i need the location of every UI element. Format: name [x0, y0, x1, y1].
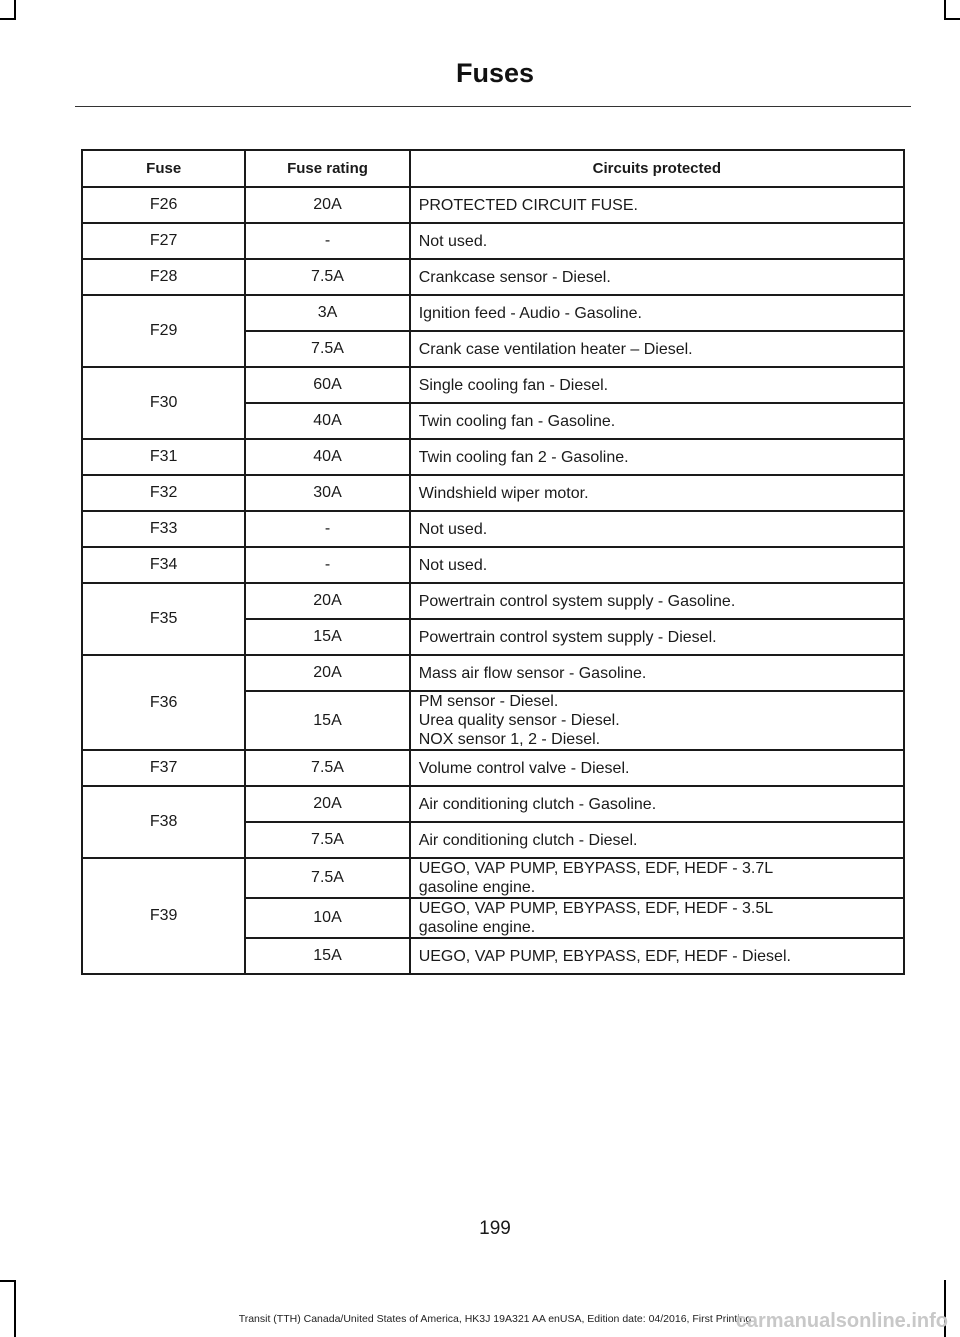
circuit-line: gasoline engine. — [418, 879, 536, 896]
fuse-id: F31 — [82, 439, 245, 475]
circuit-protected: Mass air flow sensor - Gasoline. — [410, 655, 904, 691]
fuse-rating: 20A — [245, 583, 409, 619]
crop-mark — [0, 18, 16, 20]
fuse-rating: - — [245, 223, 409, 259]
circuit-line: Urea quality sensor - Diesel. — [418, 712, 620, 729]
table-row — [82, 750, 904, 786]
table-row — [82, 655, 904, 691]
table-row — [82, 187, 904, 223]
header-circuits-protected: Circuits protected — [410, 150, 904, 187]
fuse-rating: 20A — [245, 655, 409, 691]
circuit-protected: Powertrain control system supply - Diesel. — [410, 619, 904, 655]
circuit-protected: Crankcase sensor - Diesel. — [410, 259, 904, 295]
fuse-id: F32 — [82, 475, 245, 511]
circuit-protected: Powertrain control system supply - Gasoline. — [410, 583, 904, 619]
fuse-id: F35 — [82, 583, 245, 655]
fuse-rating: 30A — [245, 475, 409, 511]
crop-mark — [14, 1280, 16, 1337]
circuit-protected: Air conditioning clutch - Gasoline. — [410, 786, 904, 822]
crop-mark — [0, 1280, 16, 1282]
table-header-row — [82, 150, 904, 187]
title-divider — [75, 106, 911, 107]
page-title: Fuses — [455, 58, 535, 88]
fuse-rating: 10A — [245, 898, 409, 938]
circuit-line: UEGO, VAP PUMP, EBYPASS, EDF, HEDF - 3.5L — [418, 900, 774, 917]
table-row — [82, 439, 904, 475]
fuse-id: F33 — [82, 511, 245, 547]
fuse-id: F36 — [82, 655, 245, 750]
fuse-id: F38 — [82, 786, 245, 858]
circuit-protected: UEGO, VAP PUMP, EBYPASS, EDF, HEDF - Diesel. — [410, 938, 904, 974]
crop-mark — [944, 0, 946, 18]
fuse-rating: 7.5A — [245, 259, 409, 295]
circuit-protected: Single cooling fan - Diesel. — [410, 367, 904, 403]
circuit-protected: Windshield wiper motor. — [410, 475, 904, 511]
fuse-id: F26 — [82, 187, 245, 223]
fuse-rating: 7.5A — [245, 858, 409, 898]
fuse-rating: - — [245, 511, 409, 547]
fuse-id: F34 — [82, 547, 245, 583]
circuit-protected: Air conditioning clutch - Diesel. — [410, 822, 904, 858]
table-row — [82, 547, 904, 583]
table-row — [82, 475, 904, 511]
fuse-rating: 15A — [245, 619, 409, 655]
circuit-protected: Crank case ventilation heater – Diesel. — [410, 331, 904, 367]
fuse-id: F30 — [82, 367, 245, 439]
fuse-rating: 40A — [245, 439, 409, 475]
circuit-protected: Twin cooling fan - Gasoline. — [410, 403, 904, 439]
fuse-rating: 40A — [245, 403, 409, 439]
circuit-line: gasoline engine. — [418, 919, 536, 936]
circuit-line: UEGO, VAP PUMP, EBYPASS, EDF, HEDF - 3.7L — [418, 860, 774, 877]
circuit-protected — [410, 858, 904, 898]
table-row — [82, 583, 904, 619]
fuse-rating: 20A — [245, 786, 409, 822]
table-row — [82, 786, 904, 822]
fuse-rating: 15A — [245, 938, 409, 974]
circuit-protected: Not used. — [410, 547, 904, 583]
fuse-rating: 15A — [245, 691, 409, 750]
circuit-protected: PROTECTED CIRCUIT FUSE. — [410, 187, 904, 223]
fuse-id: F39 — [82, 858, 245, 974]
fuse-rating: 3A — [245, 295, 409, 331]
circuit-line: NOX sensor 1, 2 - Diesel. — [418, 731, 601, 748]
circuit-protected: Ignition feed - Audio - Gasoline. — [410, 295, 904, 331]
footer-text: Transit (TTH) Canada/United States of America, HK3J 19A321 AA enUSA, Edition date: 04/2016, First Printing — [238, 1313, 752, 1325]
table-row — [82, 259, 904, 295]
circuit-protected: Not used. — [410, 223, 904, 259]
circuit-protected: Volume control valve - Diesel. — [410, 750, 904, 786]
circuit-protected: Not used. — [410, 511, 904, 547]
table-row — [82, 295, 904, 331]
fuse-id: F27 — [82, 223, 245, 259]
table-row — [82, 223, 904, 259]
fuse-id: F29 — [82, 295, 245, 367]
table-row — [82, 511, 904, 547]
fuse-rating: 7.5A — [245, 331, 409, 367]
fuse-id: F37 — [82, 750, 245, 786]
circuit-line: PM sensor - Diesel. — [418, 693, 559, 710]
header-fuse: Fuse — [82, 150, 245, 187]
crop-mark — [14, 0, 16, 18]
table-row — [82, 858, 904, 898]
crop-mark — [944, 18, 960, 20]
fuse-rating: 7.5A — [245, 822, 409, 858]
fuse-table — [81, 149, 905, 975]
circuit-protected — [410, 898, 904, 938]
circuit-protected — [410, 691, 904, 750]
fuse-id: F28 — [82, 259, 245, 295]
header-fuse-rating: Fuse rating — [245, 150, 409, 187]
fuse-rating: 60A — [245, 367, 409, 403]
table-row — [82, 367, 904, 403]
page-number: 199 — [479, 1218, 511, 1239]
fuse-rating: - — [245, 547, 409, 583]
watermark-text: carmanualsonline.info — [735, 1310, 948, 1332]
fuse-rating: 7.5A — [245, 750, 409, 786]
fuse-rating: 20A — [245, 187, 409, 223]
circuit-protected: Twin cooling fan 2 - Gasoline. — [410, 439, 904, 475]
